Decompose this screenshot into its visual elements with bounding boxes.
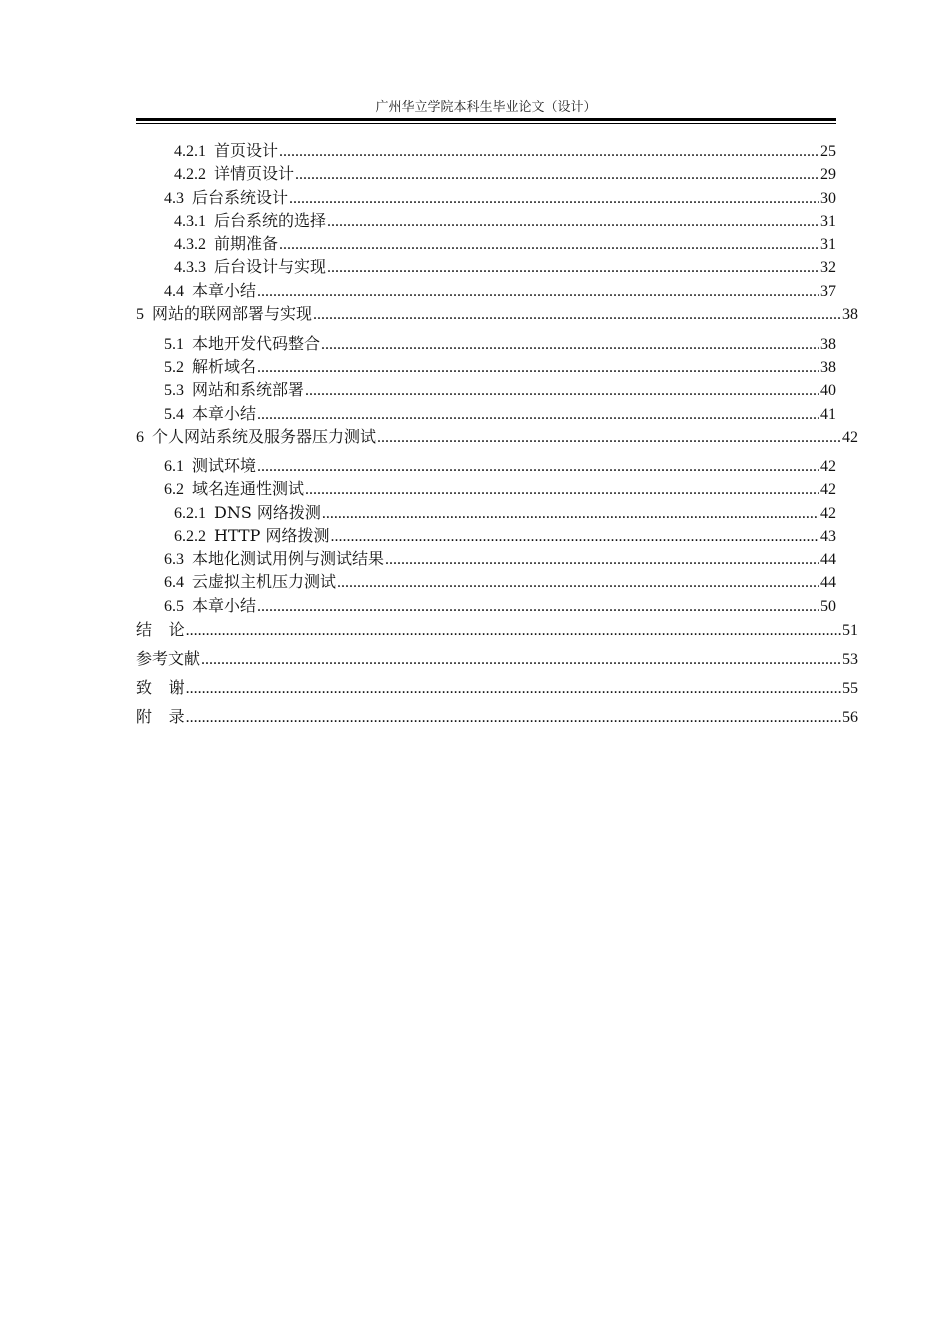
toc-entry-number: 6.1 <box>164 458 184 475</box>
toc-entry-page: 44 <box>820 574 836 591</box>
toc-chapter[interactable] <box>136 424 858 446</box>
toc-entry-page: 38 <box>842 306 858 323</box>
toc-entry[interactable] <box>174 161 836 183</box>
toc-entry[interactable] <box>174 231 836 253</box>
toc-entry-title: 前期准备 <box>214 234 279 253</box>
toc-entry-number: 5.1 <box>164 336 184 353</box>
toc-entry[interactable] <box>164 354 836 376</box>
toc-entry-number: 6 <box>136 429 144 446</box>
toc-entry[interactable] <box>174 138 836 160</box>
toc-entry-page: 29 <box>820 166 836 183</box>
toc-leader <box>186 622 841 640</box>
toc-entry-number: 6.2.2 <box>174 528 206 545</box>
toc-entry-page: 53 <box>842 651 858 668</box>
toc-entry-title: 本地开发代码整合 <box>192 334 321 353</box>
toc-entry[interactable] <box>164 453 836 475</box>
toc-entry-number: 6.3 <box>164 551 184 568</box>
toc-entry-number: 4.3.2 <box>174 236 206 253</box>
toc-entry-page: 31 <box>820 213 836 230</box>
toc-entry-page: 41 <box>820 406 836 423</box>
toc-leader <box>186 709 841 727</box>
toc-entry-title: 网站的联网部署与实现 <box>152 304 313 323</box>
toc-entry[interactable] <box>164 331 836 353</box>
toc-entry-page: 43 <box>820 528 836 545</box>
toc-entry-page: 44 <box>820 551 836 568</box>
toc-entry-title: 测试环境 <box>192 456 257 475</box>
toc-leader <box>385 551 819 569</box>
toc-references[interactable] <box>136 646 858 668</box>
toc-entry-number: 6.4 <box>164 574 184 591</box>
toc-leader <box>289 190 819 208</box>
toc-entry-page: 32 <box>820 259 836 276</box>
toc-entry[interactable] <box>174 523 836 545</box>
toc-leader <box>186 680 841 698</box>
toc-entry-page: 50 <box>820 598 836 615</box>
toc-leader <box>337 574 819 592</box>
page-header: 广州华立学院本科生毕业论文（设计） <box>375 100 597 115</box>
toc-entry-title: 本章小结 <box>192 596 257 615</box>
toc-leader <box>322 505 819 523</box>
toc-entry-title: 首页设计 <box>214 141 279 160</box>
toc-entry-number: 5.4 <box>164 406 184 423</box>
toc-entry-number: 5.2 <box>164 359 184 376</box>
toc-leader <box>257 406 819 424</box>
toc-entry[interactable] <box>164 401 836 423</box>
toc-entry-number: 6.5 <box>164 598 184 615</box>
toc-leader <box>257 283 819 301</box>
toc-acknowledgements[interactable] <box>136 675 858 697</box>
toc-entry-title: 解析域名 <box>192 357 257 376</box>
toc-entry-number: 4.3 <box>164 190 184 207</box>
toc-entry-page: 42 <box>820 505 836 522</box>
toc-entry[interactable] <box>164 185 836 207</box>
toc-leader <box>257 359 819 377</box>
toc-entry-number: 6.2.1 <box>174 505 206 522</box>
toc-entry[interactable] <box>164 278 836 300</box>
toc-entry-title: 本章小结 <box>192 281 257 300</box>
toc-entry[interactable] <box>174 208 836 230</box>
toc-entry-title: DNS 网络拨测 <box>214 503 321 522</box>
toc-entry-number: 4.2.2 <box>174 166 206 183</box>
toc-entry-title: HTTP 网络拨测 <box>214 526 330 545</box>
header-rule-thick <box>136 118 836 121</box>
toc-entry[interactable] <box>174 254 836 276</box>
toc-entry-title: 个人网站系统及服务器压力测试 <box>152 427 377 446</box>
toc-entry-title: 结论 <box>136 620 185 639</box>
toc-entry-page: 42 <box>820 481 836 498</box>
toc-entry-number: 4.4 <box>164 283 184 300</box>
toc-entry-page: 40 <box>820 382 836 399</box>
toc-entry-page: 56 <box>842 709 858 726</box>
toc-entry-page: 31 <box>820 236 836 253</box>
toc-leader <box>305 481 819 499</box>
toc-chapter[interactable] <box>136 301 858 323</box>
header-rule-thin <box>136 123 836 124</box>
toc-entry-page: 38 <box>820 336 836 353</box>
toc-leader <box>321 336 819 354</box>
toc-entry-number: 4.3.1 <box>174 213 206 230</box>
toc-entry[interactable] <box>164 546 836 568</box>
toc-leader <box>327 259 819 277</box>
toc-conclusion[interactable] <box>136 617 858 639</box>
toc-leader <box>295 166 819 184</box>
toc-entry-title: 域名连通性测试 <box>192 479 305 498</box>
toc-entry[interactable] <box>164 593 836 615</box>
toc-entry-page: 25 <box>820 143 836 160</box>
toc-entry-number: 4.2.1 <box>174 143 206 160</box>
toc-entry-title: 致谢 <box>136 678 185 697</box>
toc-entry-number: 4.3.3 <box>174 259 206 276</box>
toc-entry-title: 云虚拟主机压力测试 <box>192 572 337 591</box>
toc-entry-title: 后台系统的选择 <box>214 211 327 230</box>
toc-entry-title: 本章小结 <box>192 404 257 423</box>
toc-entry-title: 参考文献 <box>136 649 201 668</box>
toc-entry[interactable] <box>174 500 836 522</box>
toc-leader <box>201 651 841 669</box>
toc-entry-page: 38 <box>820 359 836 376</box>
toc-entry-title: 后台系统设计 <box>192 188 289 207</box>
toc-entry[interactable] <box>164 569 836 591</box>
toc-leader <box>257 598 819 616</box>
toc-entry-page: 55 <box>842 680 858 697</box>
toc-entry-page: 42 <box>820 458 836 475</box>
toc-entry-title: 本地化测试用例与测试结果 <box>192 549 385 568</box>
toc-entry-page: 37 <box>820 283 836 300</box>
toc-entry-number: 5.3 <box>164 382 184 399</box>
toc-entry-number: 6.2 <box>164 481 184 498</box>
toc-leader <box>305 382 819 400</box>
toc-entry-title: 网站和系统部署 <box>192 380 305 399</box>
toc-entry-title: 附录 <box>136 707 185 726</box>
toc-leader <box>327 213 819 231</box>
toc-appendix[interactable] <box>136 704 858 726</box>
toc-entry-page: 30 <box>820 190 836 207</box>
toc-leader <box>313 306 841 324</box>
toc-entry-title: 详情页设计 <box>214 164 295 183</box>
toc-entry[interactable] <box>164 377 836 399</box>
toc-leader <box>330 528 819 546</box>
toc-entry-number: 5 <box>136 306 144 323</box>
toc-leader <box>257 458 819 476</box>
toc-entry-title: 后台设计与实现 <box>214 257 327 276</box>
toc-leader <box>279 143 819 161</box>
toc-leader <box>377 429 841 447</box>
toc-entry-page: 42 <box>842 429 858 446</box>
toc-entry-page: 51 <box>842 622 858 639</box>
toc-leader <box>279 236 819 254</box>
toc-entry[interactable] <box>164 476 836 498</box>
